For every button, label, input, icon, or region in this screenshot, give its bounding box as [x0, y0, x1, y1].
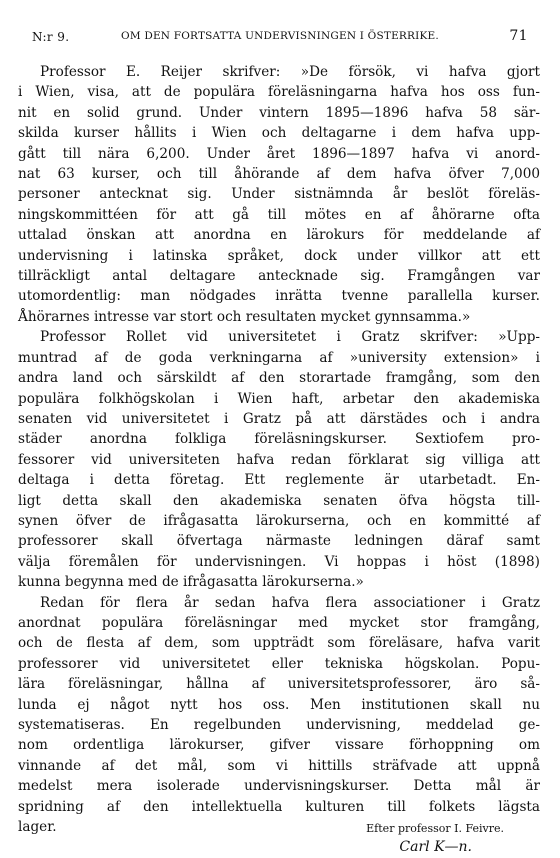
page-number: 71	[509, 28, 528, 44]
paragraph	[18, 62, 540, 327]
text-line: professorer skall öfvertaga närmaste ledningen däraf samt	[18, 533, 540, 550]
text-line: utomordentlig: man nödgades inrätta tvenne parallella kurser.	[18, 288, 540, 305]
paragraphs	[18, 62, 540, 817]
text-line: nit en solid grund. Under vintern 1895—1896 hafva 58 sär-	[18, 104, 540, 121]
text-line: lunda ej något nytt hos oss. Men institutionen skall nu	[18, 696, 540, 713]
text-line: anordnat populära föreläsningar med mycket stor framgång,	[18, 614, 540, 631]
issue-number: N:r 9.	[32, 30, 70, 44]
running-header	[18, 28, 542, 48]
final-word: lager.	[18, 819, 57, 836]
text-line: personer antecknat sig. Under sistnämnda år beslöt föreläs-	[18, 186, 540, 203]
text-line: ningskommittéen för att gå till mötes en af åhörarne ofta	[18, 206, 540, 223]
text-line: skilda kurser hållits i Wien och deltagarne i dem hafva upp-	[18, 125, 540, 142]
text-line: deltaga i detta företag. Ett reglemente är utarbetadt. En-	[18, 472, 540, 489]
text-line: synen öfver de ifrågasatta lärokurserna, och en kommitté af	[18, 512, 540, 529]
text-line: i Wien, visa, att de populära föreläsningarna hafva hos oss fun-	[18, 84, 540, 101]
text-line: undervisning i latinska språket, dock under villkor att ett	[18, 247, 540, 264]
text-line: nat 63 kurser, och till åhörande af dem hafva öfver 7,000	[18, 166, 540, 183]
text-line: andra land och särskildt af den storartade framgång, som den	[18, 370, 540, 387]
text-line: fessorer vid universiteten hafva redan förklarat sig villiga att	[18, 451, 540, 468]
text-line: vinnande af det mål, som vi hittills sträfvade att uppnå	[18, 757, 540, 774]
text-line: och de flesta af dem, som uppträdt som föreläsare, hafva varit	[18, 635, 540, 652]
text-line: städer anordna folkliga föreläsningskurser. Sextiofem pro-	[18, 431, 540, 448]
text-line: spridning af den intellektuella kulturen till folkets lägsta	[18, 798, 540, 815]
text-line: ligt detta skall den akademiska senaten öfva högsta till-	[18, 492, 540, 509]
text-line: uttalad önskan att anordna en lärokurs för meddelande af	[18, 227, 540, 244]
running-title: OM DEN FORTSATTA UNDERVISNINGEN I ÖSTERRIKE.	[121, 30, 439, 42]
closing-row	[18, 817, 540, 856]
text-line: Professor Rollet vid universitetet i Gratz skrifver: »Upp-	[40, 329, 540, 346]
text-line: tillräckligt antal deltagare antecknade sig. Framgången var	[18, 268, 540, 285]
text-line: Åhörarnes intresse var stort och resultaten mycket gynnsamma.»	[18, 308, 471, 325]
paragraph	[18, 327, 540, 592]
text-line: senaten vid universitetet i Gratz på att därstädes och i andra	[18, 410, 540, 427]
paragraph	[18, 593, 540, 817]
text-line: muntrad af de goda verkningarna af »university extension» i	[18, 349, 540, 366]
text-line: Professor E. Reijer skrifver: »De försök, vi hafva gjort	[40, 64, 540, 80]
text-line: systematiseras. En regelbunden undervisning, meddelad ge-	[18, 717, 540, 733]
article-body	[18, 62, 540, 856]
text-line: populära folkhögskolan i Wien haft, arbetar den akademiska	[18, 390, 540, 407]
text-line: gått till nära 6,200. Under året 1896—1897 hafva vi anord-	[18, 145, 540, 162]
text-line: Redan för flera år sedan hafva flera associationer i Gratz	[40, 594, 540, 611]
text-line: medelst mera isolerade undervisningskurser. Detta mål är	[18, 778, 540, 795]
text-line: välja föremålen för undervisningen. Vi hoppas i höst (1898)	[18, 553, 540, 570]
text-line: kunna begynna med de ifrågasatta lärokurserna.»	[18, 574, 364, 591]
source-attribution: Efter professor I. Feivre.	[366, 822, 504, 836]
author-signature: Carl K—n.	[399, 839, 472, 856]
text-line: nom ordentliga lärokurser, gifver vissare förhoppning om	[18, 737, 540, 754]
text-line: lära föreläsningar, hållna af universitetsprofessorer, äro så-	[18, 676, 540, 693]
text-line: professorer vid universitetet eller tekniska högskolan. Popu-	[18, 655, 540, 672]
